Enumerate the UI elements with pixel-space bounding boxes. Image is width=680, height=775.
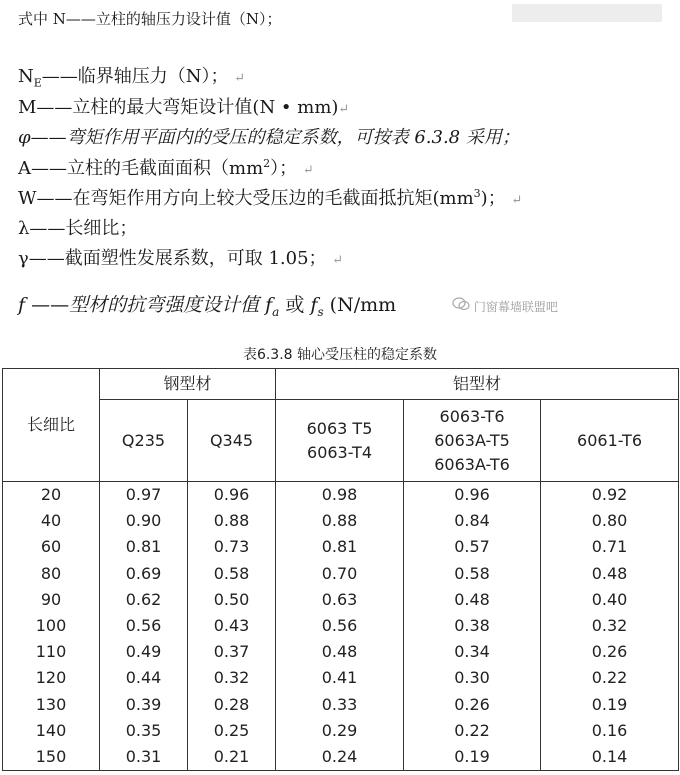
header-line: 6063 T5 <box>306 418 373 438</box>
header-steel: 钢型材 <box>100 369 276 400</box>
def-text: W——在弯矩作用方向上较大受压边的毛截面抵抗矩(mm <box>18 188 474 209</box>
def-slenderness <box>18 214 137 240</box>
cell-q235: 0.56 <box>100 613 188 639</box>
cell-slenderness: 80 <box>3 561 100 587</box>
cell-6061-t6: 0.22 <box>541 665 679 691</box>
cell-q345: 0.32 <box>188 665 276 691</box>
cell-6063-t5: 0.88 <box>276 508 404 534</box>
paragraph-mark: ↵ <box>338 102 350 117</box>
cell-slenderness: 130 <box>3 692 100 718</box>
header-q235: Q235 <box>100 400 188 482</box>
def-text: 或 <box>279 294 311 316</box>
symbol: N <box>18 66 34 87</box>
cell-slenderness: 120 <box>3 665 100 691</box>
table-row <box>3 744 679 771</box>
cell-6063-t5: 0.33 <box>276 692 404 718</box>
cell-6061-t6: 0.26 <box>541 639 679 665</box>
header-slenderness: 长细比 <box>3 369 100 482</box>
symbol: f ——型材的抗弯强度设计值 <box>18 294 266 316</box>
def-text: M——立柱的最大弯矩设计值(N • mm) <box>18 97 339 118</box>
header-line: 6063A-T6 <box>434 454 510 474</box>
table-row <box>3 534 679 560</box>
cell-6061-t6: 0.32 <box>541 613 679 639</box>
subscript: a <box>272 304 280 319</box>
cell-q235: 0.44 <box>100 665 188 691</box>
def-text: γ——截面塑性发展系数，可取 1.05； <box>18 248 327 269</box>
cell-slenderness: 60 <box>3 534 100 560</box>
header-q345: Q345 <box>188 400 276 482</box>
header-aluminum: 铝型材 <box>276 369 679 400</box>
subscript: s <box>317 304 324 319</box>
cell-slenderness: 40 <box>3 508 100 534</box>
cell-6063-t5: 0.70 <box>276 561 404 587</box>
cell-6063-t6: 0.96 <box>404 482 541 509</box>
def-bending-strength <box>18 290 396 319</box>
paragraph-mark: ↵ <box>332 253 344 268</box>
cell-6063-t6: 0.58 <box>404 561 541 587</box>
symbol: f <box>265 294 273 316</box>
cell-6063-t5: 0.29 <box>276 718 404 744</box>
cell-6063-t6: 0.22 <box>404 718 541 744</box>
header-6063-t5-t4 <box>276 400 404 482</box>
def-text: )； <box>480 188 506 209</box>
cell-6063-t6: 0.38 <box>404 613 541 639</box>
paragraph-mark: ↵ <box>302 163 314 178</box>
cell-6063-t5: 0.24 <box>276 744 404 771</box>
cell-6061-t6: 0.71 <box>541 534 679 560</box>
def-text: λ——长细比； <box>18 218 138 239</box>
cell-q345: 0.28 <box>188 692 276 718</box>
cell-q235: 0.97 <box>100 482 188 509</box>
cell-6063-t6: 0.26 <box>404 692 541 718</box>
cell-slenderness: 90 <box>3 587 100 613</box>
cell-slenderness: 140 <box>3 718 100 744</box>
def-critical-force <box>18 62 245 90</box>
cell-6063-t5: 0.81 <box>276 534 404 560</box>
table-row <box>3 665 679 691</box>
cell-slenderness: 20 <box>3 482 100 509</box>
cell-q345: 0.43 <box>188 613 276 639</box>
blurred-watermark <box>512 4 662 22</box>
superscript: 3 <box>473 187 481 200</box>
cell-q345: 0.25 <box>188 718 276 744</box>
definitions-block <box>0 0 680 340</box>
watermark <box>452 297 558 315</box>
cell-6063-t5: 0.48 <box>276 639 404 665</box>
table-row <box>3 613 679 639</box>
cell-q345: 0.88 <box>188 508 276 534</box>
def-gross-area <box>18 154 314 180</box>
cell-6063-t5: 0.63 <box>276 587 404 613</box>
def-text: A——立柱的毛截面面积（mm <box>18 158 264 179</box>
paragraph-mark: ↵ <box>234 71 246 86</box>
chat-icon <box>452 300 474 314</box>
cell-6061-t6: 0.19 <box>541 692 679 718</box>
cell-6063-t6: 0.57 <box>404 534 541 560</box>
header-6061-t6: 6061-T6 <box>541 400 679 482</box>
table-row <box>3 561 679 587</box>
cell-q345: 0.37 <box>188 639 276 665</box>
cell-6061-t6: 0.16 <box>541 718 679 744</box>
cell-6063-t6: 0.34 <box>404 639 541 665</box>
header-line: 6063A-T5 <box>434 430 510 450</box>
cell-6063-t6: 0.84 <box>404 508 541 534</box>
paragraph-mark: ↵ <box>511 193 523 208</box>
def-axial-force <box>18 8 282 29</box>
cell-q235: 0.49 <box>100 639 188 665</box>
header-line: 6063-T6 <box>439 406 505 426</box>
watermark-text: 门窗幕墙联盟吧 <box>473 300 558 314</box>
cell-q235: 0.35 <box>100 718 188 744</box>
cell-q345: 0.50 <box>188 587 276 613</box>
cell-q235: 0.90 <box>100 508 188 534</box>
cell-slenderness: 100 <box>3 613 100 639</box>
def-text: ）； <box>270 158 298 179</box>
def-text: ——临界轴压力（N）； <box>41 66 229 87</box>
cell-q235: 0.31 <box>100 744 188 771</box>
def-stability-coefficient <box>18 123 520 149</box>
superscript: 2 <box>263 157 271 170</box>
def-section-modulus <box>18 184 522 210</box>
cell-q345: 0.21 <box>188 744 276 771</box>
cell-6061-t6: 0.80 <box>541 508 679 534</box>
subscript: E <box>33 76 42 90</box>
cell-q345: 0.73 <box>188 534 276 560</box>
cell-6063-t5: 0.41 <box>276 665 404 691</box>
header-6063-t6-group <box>404 400 541 482</box>
cell-6063-t6: 0.19 <box>404 744 541 771</box>
cell-6063-t6: 0.48 <box>404 587 541 613</box>
cell-6063-t5: 0.56 <box>276 613 404 639</box>
cell-6061-t6: 0.48 <box>541 561 679 587</box>
cell-6061-t6: 0.40 <box>541 587 679 613</box>
def-max-moment <box>18 93 349 119</box>
cell-q235: 0.62 <box>100 587 188 613</box>
cell-6061-t6: 0.14 <box>541 744 679 771</box>
cell-q345: 0.58 <box>188 561 276 587</box>
cell-q235: 0.81 <box>100 534 188 560</box>
table-row <box>3 587 679 613</box>
def-text: (N/mm <box>323 294 397 316</box>
header-line: 6063-T4 <box>307 442 372 462</box>
stability-coefficient-table <box>2 368 679 771</box>
table-caption: 表6.3.8 轴心受压柱的稳定系数 <box>242 347 438 363</box>
table-row <box>3 692 679 718</box>
table-body <box>3 482 679 771</box>
cell-q345: 0.96 <box>188 482 276 509</box>
symbol: f <box>310 294 318 316</box>
def-text: φ——弯矩作用平面内的受压的稳定系数，可按表 6.3.8 采用； <box>18 127 520 148</box>
cell-6063-t5: 0.98 <box>276 482 404 509</box>
table-row <box>3 639 679 665</box>
table-row <box>3 508 679 534</box>
cell-q235: 0.39 <box>100 692 188 718</box>
cell-6063-t6: 0.30 <box>404 665 541 691</box>
cell-6061-t6: 0.92 <box>541 482 679 509</box>
cell-slenderness: 110 <box>3 639 100 665</box>
cell-slenderness: 150 <box>3 744 100 771</box>
cell-q235: 0.69 <box>100 561 188 587</box>
def-text: 式中 N——立柱的轴压力设计值（N）； <box>18 10 282 28</box>
table-row <box>3 718 679 744</box>
def-plastic-coefficient <box>18 244 343 270</box>
table-row <box>3 482 679 509</box>
